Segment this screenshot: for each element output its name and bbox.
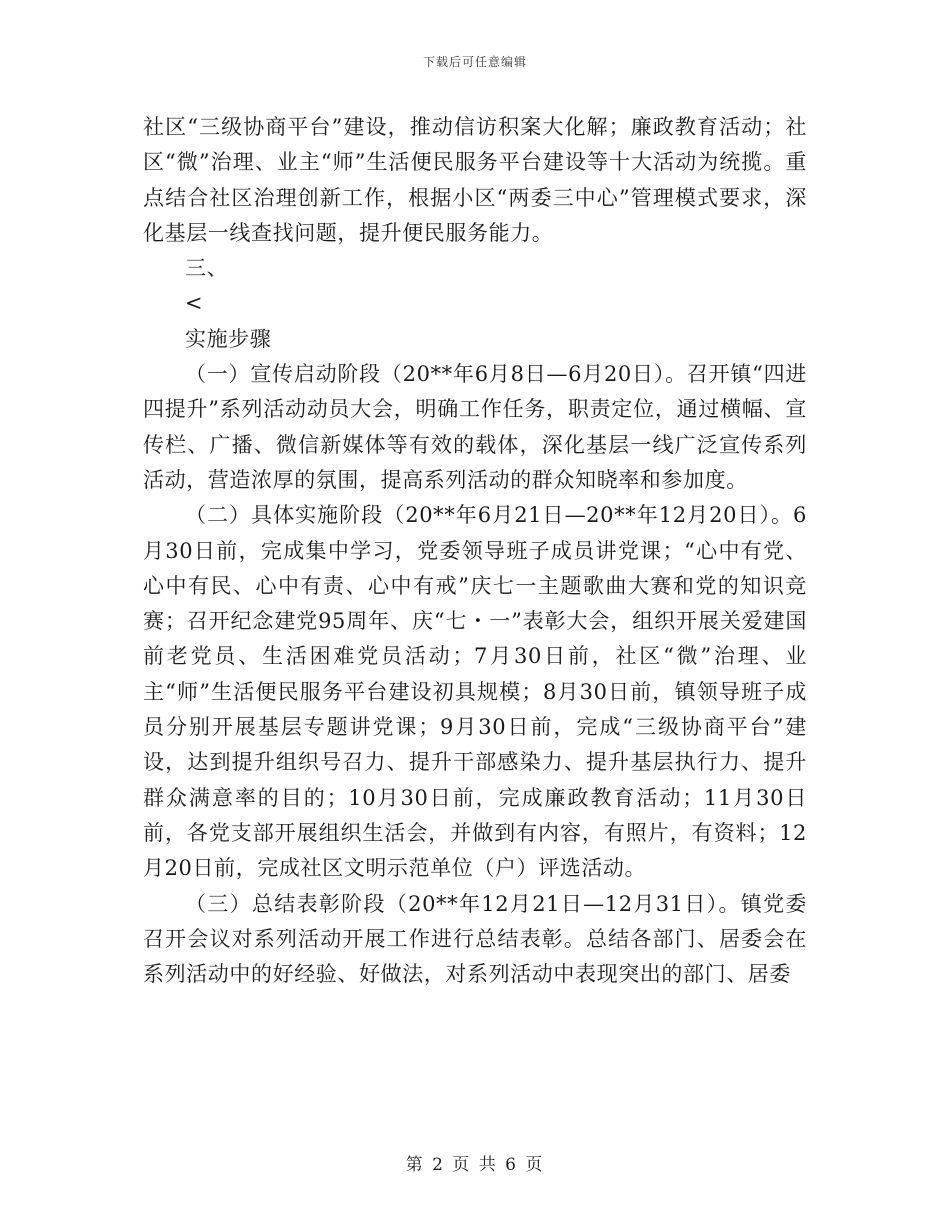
section-heading: 实施步骤 [185, 326, 272, 351]
paragraph-continuation: 社区“三级协商平台”建设，推动信访积案大化解；廉政教育活动；社区“微”治理、业主“师”生活便民服务平台建设等十大活动为统揽。重点结合社区治理创新工作，根据小区“两委三中心”管理模式要求，深化基层一线查找问题，提升便民服务能力。 [143, 115, 807, 245]
paragraph-stage-2: （二）具体实施阶段（20**年6月21日—20**年12月20日）。6月30日前，完成集中学习，党委领导班子成员讲党课；“心中有党、心中有民、心中有责、心中有戒”庆七一主题歌曲大赛和党的知识竞赛；召开纪念建党95周年、庆“七・一”表彰大会，组织开展关爱建国前老党员、生活困难党员活动；7月30日前，社区“微”治理、业主“师”生活便民服务平台建设初具规模；8月30日前，镇领导班子成员分别开展基层专题讲党课；9月30日前，完成“三级协商平台”建设，达到提升组织号召力、提升干部感染力、提升基层执行力、提升群众满意率的目的；10月30日前，完成廉政教育活动；11月30日前，各党支部开展组织生活会，并做到有内容，有照片，有资料；12月20日前，完成社区文明示范单位（户）评选活动。 [143, 503, 807, 881]
section-number: 三、 [185, 256, 229, 281]
page-footer: 第 2 页 共 6 页 [405, 1155, 545, 1175]
document-body [143, 110, 807, 992]
stray-symbol: < [185, 291, 204, 316]
paragraph-stage-3: （三）总结表彰阶段（20**年12月21日—12月31日）。镇党委召开会议对系列活动开展工作进行总结表彰。总结各部门、居委会在系列活动中的好经验、好做法，对系列活动中表现突出的部门、居委 [143, 891, 807, 987]
paragraph-stage-1: （一）宣传启动阶段（20**年6月8日—6月20日）。召开镇“四进四提升”系列活动动员大会，明确工作任务，职责定位，通过横幅、宣传栏、广播、微信新媒体等有效的载体，深化基层一线广泛宣传系列活动，营造浓厚的氛围，提高系列活动的群众知晓率和参加度。 [143, 362, 807, 492]
page-header: 下载后可任意编辑 [422, 55, 527, 69]
